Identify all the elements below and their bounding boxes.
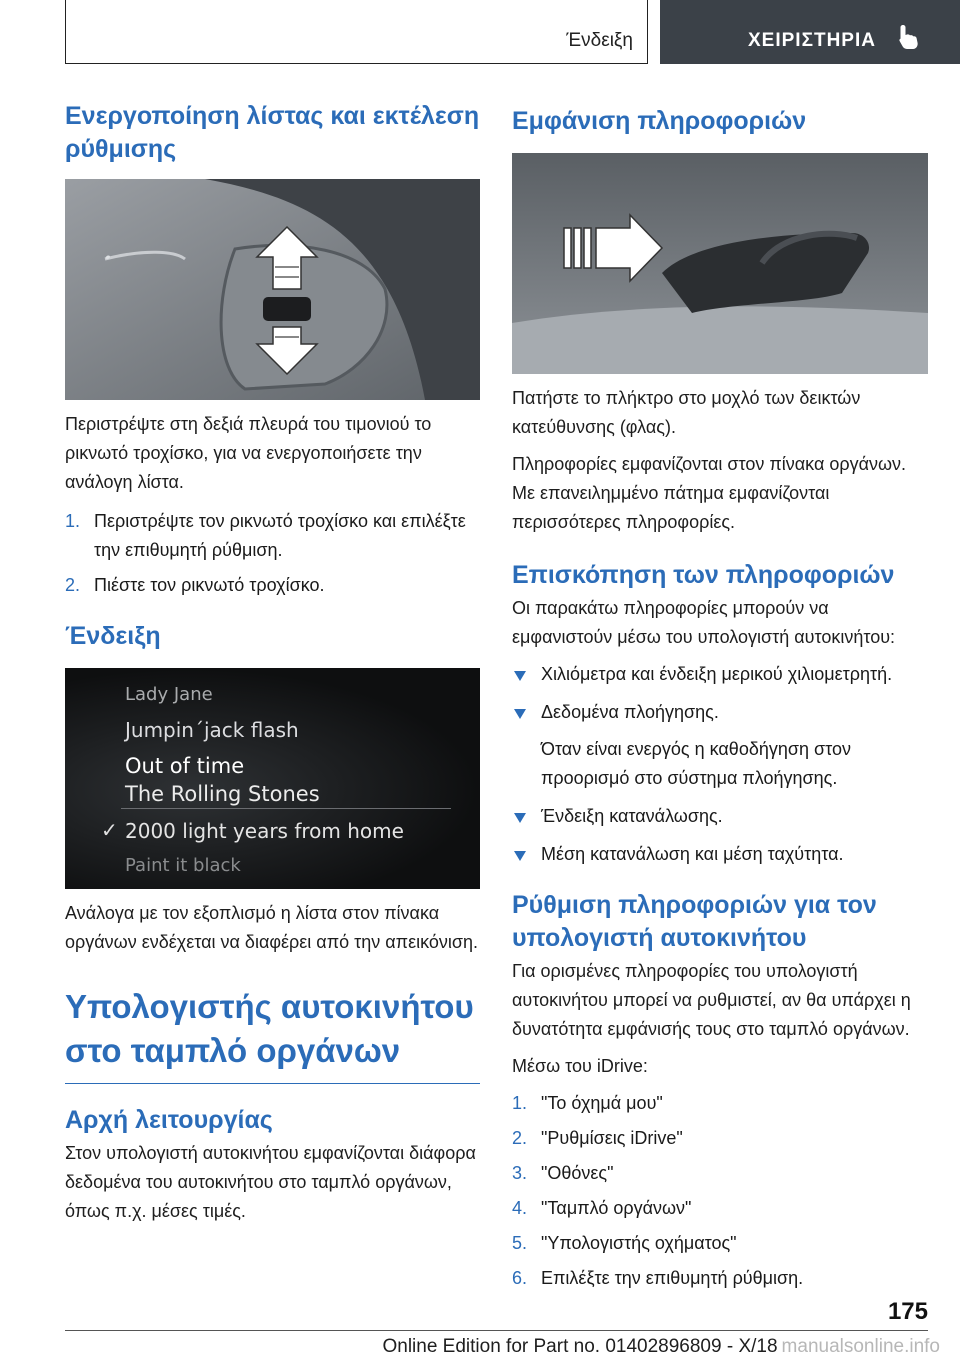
list-entry-artist: The Rolling Stones: [125, 782, 320, 806]
footer-edition: [0, 1336, 960, 1358]
list-item: [512, 1194, 928, 1223]
list-entry-highlighted: Out of time: [125, 754, 245, 778]
step-number: 1.: [512, 1093, 528, 1113]
paragraph-display-varies: Ανάλογα με τον εξοπλισμό η λίστα στον πίνακα οργάνων ενδέχεται να διαφέρει από την απεικόνιση.: [65, 903, 479, 952]
footer-divider: [65, 1330, 928, 1331]
paragraph-settings: Για ορισμένες πληροφορίες του υπολογιστή αυτοκινήτου μπορεί να ρυθμιστεί, αν θα υπάρχει η δυνατότητα εμφάνισής τους στο ταμπλό οργάνων.: [512, 961, 911, 1039]
step-text: "Υπολογιστής οχήματος": [541, 1233, 737, 1253]
heading-activate-list: Ενεργοποίηση λίστας και εκτέλεση ρύθμισης: [65, 102, 480, 163]
check-icon: ✓: [101, 818, 118, 842]
heading-show-info: Εμφάνιση πληροφοριών: [512, 107, 807, 135]
selection-divider: [121, 808, 451, 809]
list-entry: 2000 light years from home: [125, 819, 404, 843]
step-text: Πιέστε τον ρικνωτό τροχίσκο.: [94, 575, 325, 595]
list-item: [512, 1124, 928, 1153]
header-section-box: [65, 0, 648, 64]
list-item: [512, 660, 928, 689]
paragraph-press-button: Πατήστε το πλήκτρο στο μοχλό των δεικτών κατεύθυνσης (φλας).: [512, 388, 861, 437]
chapter-title: ΧΕΙΡΙΣΤΗΡΙΑ: [748, 30, 876, 51]
step-number: 3.: [512, 1163, 528, 1183]
list-item: [512, 1159, 928, 1188]
list-item: [65, 571, 480, 600]
heading-trip-computer: Υπολογιστής αυτοκινήτου στο ταμπλό οργάνων: [65, 985, 480, 1084]
paragraph-via-idrive: Μέσω του iDrive:: [512, 1056, 648, 1076]
paragraph-overview: Οι παρακάτω πληροφορίες μπορούν να εμφανιστούν μέσω του υπολογιστή αυτοκινήτου:: [512, 598, 896, 647]
list-item: [512, 802, 928, 831]
list-entry: Jumpin´jack flash: [125, 718, 299, 742]
bullet-triangle-icon: [514, 671, 526, 681]
bullet-text: Μέση κατανάλωση και μέση ταχύτητα.: [541, 844, 844, 864]
step-text: Περιστρέψτε τον ρικνωτό τροχίσκο και επιλέξτε την επιθυμητή ρύθμιση.: [94, 511, 466, 560]
right-column: [512, 100, 928, 1293]
step-text: "Ρυθμίσεις iDrive": [541, 1128, 683, 1148]
bullet-subtext: Όταν είναι ενεργός η καθοδήγηση στον προορισμό στο σύστημα πλοήγησης.: [541, 739, 851, 788]
heading-overview: Επισκόπηση των πληροφοριών: [512, 561, 895, 589]
bullet-triangle-icon: [514, 813, 526, 823]
svg-text:𝅘: 𝅘: [105, 243, 111, 264]
step-text: "Ταμπλό οργάνων": [541, 1198, 692, 1218]
list-item: [65, 507, 480, 565]
step-text: Επιλέξτε την επιθυμητή ρύθμιση.: [541, 1268, 804, 1288]
bullet-text: Χιλιόμετρα και ένδειξη μερικού χιλιομετρητή.: [541, 664, 893, 684]
step-number: 1.: [65, 511, 81, 531]
bullet-triangle-icon: [514, 709, 526, 719]
left-column: [65, 100, 480, 1226]
step-number: 4.: [512, 1198, 528, 1218]
step-number: 6.: [512, 1268, 528, 1288]
heading-principle: Αρχή λειτουργίας: [65, 1106, 273, 1134]
step-text: "Το όχημά μου": [541, 1093, 663, 1113]
step-number: 5.: [512, 1233, 528, 1253]
section-title: Ένδειξη: [566, 30, 633, 51]
activate-steps-list: [65, 507, 480, 600]
list-entry: Lady Jane: [125, 684, 213, 705]
bullet-triangle-icon: [514, 851, 526, 861]
list-entry: Paint it black: [125, 855, 241, 876]
step-number: 2.: [65, 575, 81, 595]
heading-display: Ένδειξη: [65, 622, 161, 650]
watermark: manualsonline.info: [781, 1336, 940, 1357]
step-text: "Οθόνες": [541, 1163, 614, 1183]
paragraph-rotate-wheel: Περιστρέψτε στη δεξιά πλευρά του τιμονιού το ρικνωτό τροχίσκο, για να ενεργοποιήσετε την ανάλογη λίστα.: [65, 414, 432, 492]
edition-text: Online Edition for Part no. 01402896809 - X/18: [382, 1336, 778, 1357]
idrive-steps-list: [512, 1089, 928, 1293]
info-bullet-list: [512, 660, 928, 869]
bullet-text: Ένδειξη κατανάλωσης.: [541, 806, 723, 826]
turn-signal-lever-figure: [512, 153, 928, 374]
list-item: [512, 1089, 928, 1118]
list-item: [512, 698, 928, 793]
step-number: 2.: [512, 1128, 528, 1148]
bullet-text: Δεδομένα πλοήγησης.: [541, 702, 719, 722]
steering-wheel-thumbwheel-figure: [65, 179, 480, 400]
paragraph-principle: Στον υπολογιστή αυτοκινήτου εμφανίζονται διάφορα δεδομένα του αυτοκινήτου στο ταμπλό οργάνων, όπως π.χ. μέσες τιμές.: [65, 1143, 476, 1221]
chapter-tab: [660, 0, 960, 64]
list-item: [512, 1229, 928, 1258]
hand-pointer-icon: [898, 24, 920, 50]
page-number: 175: [887, 1298, 928, 1325]
heading-settings: Ρύθμιση πληροφοριών για τον υπολογιστή αυτοκινήτου: [512, 891, 877, 952]
paragraph-info-shown: Πληροφορίες εμφανίζονται στον πίνακα οργάνων. Με επανειλημμένο πάτημα εμφανίζονται περισσότερες πληροφορίες.: [512, 454, 907, 532]
cluster-list-figure: [65, 668, 480, 889]
list-item: [512, 840, 928, 869]
list-item: [512, 1264, 928, 1293]
